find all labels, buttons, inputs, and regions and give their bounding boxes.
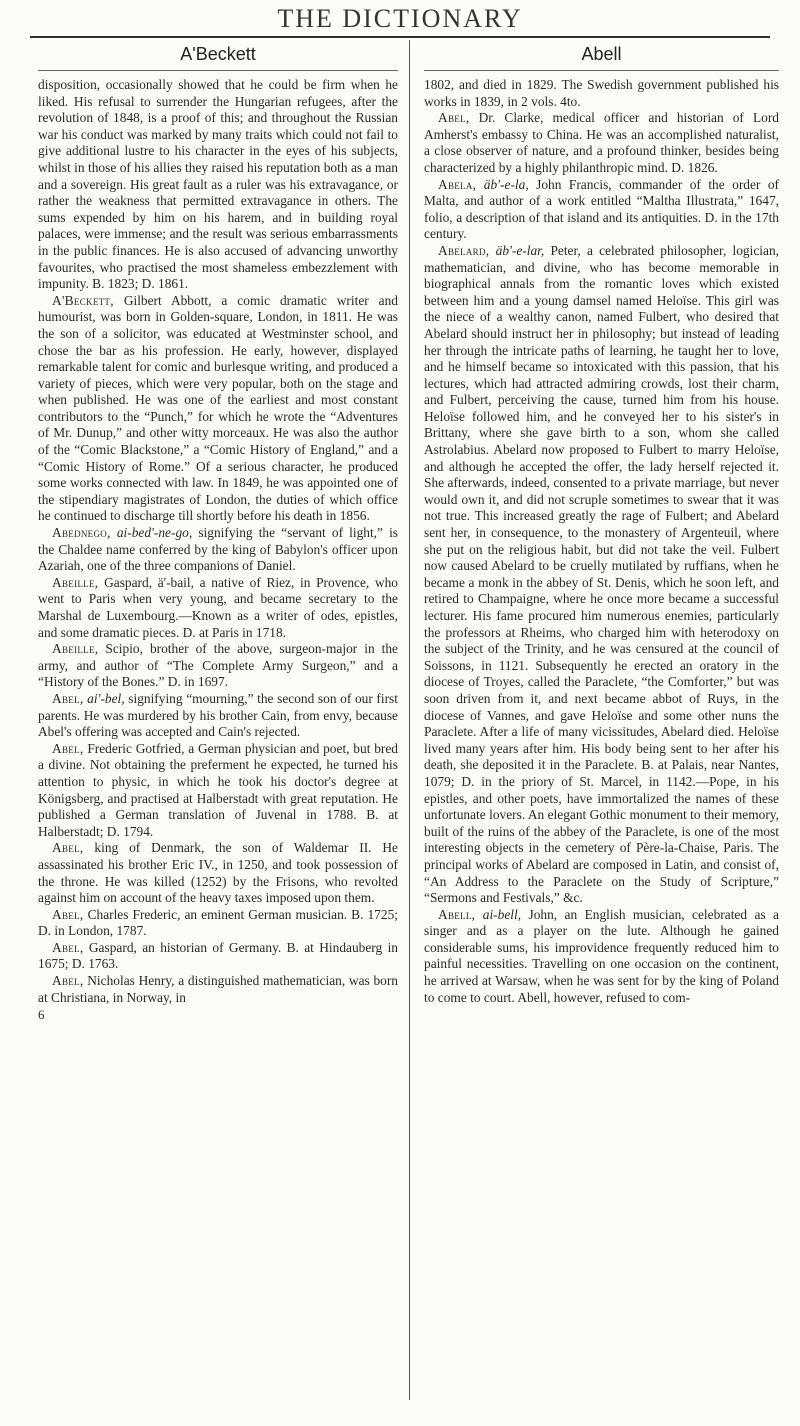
entry-headword: A'Beckett,: [52, 292, 114, 308]
entry-headword: Abela,: [438, 176, 477, 192]
entry-text: Nicholas Henry, a distinguished mathematician, was born at Christiana, in Norway, in: [38, 973, 398, 1005]
entry-headword: Abeille,: [52, 574, 99, 590]
dictionary-entry: [38, 641, 398, 691]
left-headword: A'Beckett: [38, 44, 398, 71]
entry-text: Gaspard, ä'-bail, a native of Riez, in Provence, who went to Paris when very young, and became secretary to the Marshal de Luxembourg.—Known as a writer of odes, epistles, and some dramatic pieces. D. at Paris in 1718.: [38, 574, 398, 640]
entry-headword: Abel,: [52, 740, 84, 756]
entry-text: Charles Frederic, an eminent German musician. B. 1725; D. in London, 1787.: [38, 906, 398, 939]
entry-text: Gilbert Abbott, a comic dramatic writer and humourist, was born in Golden-square, London, in 1811. He was the son of a solicitor, was educated at Westminster school, and chose the bar as his profession. He early, however, displayed remarkable talent for comic and burlesque writing, and produced a variety of pieces, which were very popular, both on the stage and when published. He was one of the earliest and most constant contributors to the “Punch,” for which he wrote the “Adventures of Mr. Dunup,” and other witty morceaux. He was also the author of the “Comic Blackstone,” a “Comic History of England,” and a “Comic History of Rome.” Of a serious character, he produced some works connected with law. In 1849, he was appointed one of the stipendiary magistrates of London, the duties of which office he continued to discharge till shortly before his death in 1856.: [38, 292, 398, 524]
entry-headword: Abelard,: [438, 242, 490, 258]
entry-text: John Francis, commander of the order of Malta, and author of a work entitled “Maltha Illustrata,” 1647, folio, a description of that island and its antiquities. D. in the 17th century.: [424, 176, 779, 242]
dictionary-entry: [38, 691, 398, 741]
entry-headword: Abell,: [438, 906, 476, 922]
entry-text: Dr. Clarke, medical officer and historian of Lord Amherst's embassy to China. He was an accomplished naturalist, a close observer of nature, and a profound thinker, besides being characterized by a highly philanthropic mind. D. 1826.: [424, 110, 779, 175]
entry-text: signifying the “servant of light,” is the Chaldee name conferred by the king of Babylon's officer upon Azariah, one of the three companions of Daniel.: [38, 525, 398, 574]
left-column: [38, 40, 398, 1420]
entry-text: king of Denmark, the son of Waldemar II. He assassinated his brother Eric IV., in 1250, and took possession of the throne. He was killed (1252) by the Frisons, who revolted against him on account of the heavy taxes imposed upon them.: [38, 840, 398, 906]
dictionary-entry: [424, 907, 779, 1007]
page-number: 6: [38, 1007, 45, 1023]
entry-text: Scipio, brother of the above, surgeon-major in the army, and author of “The Complete Army Surgeon,” and a “History of the Bones.” D. in 1697.: [38, 641, 398, 690]
dictionary-entry: [38, 973, 398, 1006]
entry-headword: Abeille,: [52, 641, 99, 657]
entry-text: Peter, a celebrated philosopher, logician, mathematician, and divine, who has become memorable in biographical annals from the romantic loves which existed between him and a young damsel named Heloïse. This girl was the niece of a wealthy canon, named Fulbert, who desired that Abelard should instruct her in philosophy; but instead of leading her through the intricate paths of learning, he taught her to love, and he himself became so intoxicated with this passion, that his lectures, which had attracted admiring crowds, lost their charm, and Fulbert, perceiving the cause, turned him from his house. Heloïse followed him, and he conveyed her to his sister's in Brittany, where she gave birth to a son, whom she called Astrolabius. Abelard now proposed to Fulbert to marry Heloïse, and although he accepted the offer, the lady herself rejected it. She afterwards, indeed, consented to a private marriage, but never would own it, and did not scruple sometimes to swear that it was not true. This increased greatly the rage of Fulbert; and Abelard sent her, in consequence, to the monastery of Argenteuil, where she put on the religious habit, but did not take the veil. Fulbert now caused Abelard to be cruelly mutilated by ruffians, when he became a monk in the abbey of St. Denis, which he soon left, and retired to Champaigne, where he once more became a successful lecturer. His fame procured him numerous enemies, particularly the professors at Rheims, who charged him with heterodoxy on the subject of the Trinity, and he was censured at the council of Soissons, in 1121. Subsequently he erected an oratory in the diocese of Troyes, called the Paraclete, “the Comforter,” but was soon driven from it, and next became abbot of Ruys, in the diocese of Vannes, and gave Heloïse and some other nuns the Paraclete. After a life of many vicissitudes, Abelard died. Heloïse lived many years after him. His body being sent to her after his death, she deposited it in the Paraclete. B. at Palais, near Nantes, 1079; D. in the priory of St. Marcel, in 1142.—Pope, in his epistles, and other poets, have immortalized the names of these unfortunate lovers. An elegant Gothic monument to their memory, built of the ruins of the abbey of the Paraclete, is one of the most interesting objects in the cemetery of Père-la-Chaise, Paris. The principal works of Abelard are composed in Latin, and consist of, “An Address to the Paraclete on the Study of Scripture,” “Sermons and Festivals,” &c.: [424, 242, 779, 906]
header-rule: [30, 36, 770, 38]
entry-headword: Abel,: [52, 840, 84, 856]
entry-text: 1802, and died in 1829. The Swedish government published his works in 1839, in 2 vols. 4to.: [424, 77, 779, 109]
dictionary-entry: [38, 525, 398, 575]
dictionary-entry: [424, 110, 779, 176]
entry-pronunciation: ai-bell,: [482, 906, 522, 922]
dictionary-entry: [38, 940, 398, 973]
entry-text: signifying “mourning,” the second son of our first parents. He was murdered by his brother Cain, from envy, because Abel's offering was accepted and Cain's rejected.: [38, 690, 398, 740]
dictionary-entry: [38, 293, 398, 525]
right-column: [424, 40, 779, 1420]
dictionary-entry: [38, 907, 398, 940]
entry-headword: Abednego,: [52, 525, 111, 541]
entry-pronunciation: ai-bed'-ne-go,: [116, 525, 193, 541]
column-divider: [409, 40, 410, 1400]
entry-text: John, an English musician, celebrated as a singer and as a player on the lute. Although he gained considerable sums, his improvidence frequently reduced him to painful necessities. Travelling on one occasion on the continent, he arrived at Warsaw, when he was sent for by the king of Poland to come to court. Abell, however, refused to com-: [424, 906, 779, 1005]
entry-headword: Abel,: [52, 973, 84, 989]
entry-headword: Abel,: [52, 906, 84, 922]
dictionary-entry: [424, 77, 779, 110]
dictionary-entry: [424, 243, 779, 907]
entry-pronunciation: äb'-e-lar,: [495, 242, 545, 258]
dictionary-entry: [38, 840, 398, 906]
entry-headword: Abel,: [52, 690, 84, 706]
entry-pronunciation: ai'-bel,: [87, 690, 125, 706]
left-entries: [38, 77, 398, 1006]
entry-pronunciation: äb'-e-la,: [483, 176, 529, 192]
dictionary-entry: [38, 575, 398, 641]
running-title: THE DICTIONARY: [277, 4, 523, 33]
entry-text: Gaspard, an historian of Germany. B. at Hindauberg in 1675; D. 1763.: [38, 939, 398, 972]
entry-headword: Abel,: [438, 110, 470, 126]
dictionary-entry: [424, 177, 779, 243]
entry-text: Frederic Gotfried, a German physician and poet, but bred a divine. Not obtaining the preferment he expected, he turned his attention to physic, in which he took his doctor's degree at Königsberg, and practised at Halberstadt with great reputation. He published a German translation of Juvenal in 1788. B. at Halberstadt; D. 1794.: [38, 740, 398, 839]
dictionary-entry: [38, 741, 398, 841]
right-headword: Abell: [424, 44, 779, 71]
dictionary-entry: [38, 77, 398, 293]
right-entries: [424, 77, 779, 1006]
entry-text: disposition, occasionally showed that he could be firm when he liked. His refusal to surrender the Hungarian refugees, after the revolution of 1848, is a proof of this; and throughout the Russian war his conduct was marked by many traits which could not fail to give additional lustre to his character in the eyes of his subjects, whilst in those of his allies they raised his reputation both as a man and a sovereign. His great fault as a ruler was his extravagance, or rather the weakness that permitted extravagance in others. The sums expended by him on his harem, and in building royal palaces, were immense; and the result was serious embarrassments in the public finances. He is also accused of advancing unworthy favourites, who practised the most shameless embezzlement with impunity. B. 1823; D. 1861.: [38, 77, 398, 292]
entry-headword: Abel,: [52, 939, 84, 955]
